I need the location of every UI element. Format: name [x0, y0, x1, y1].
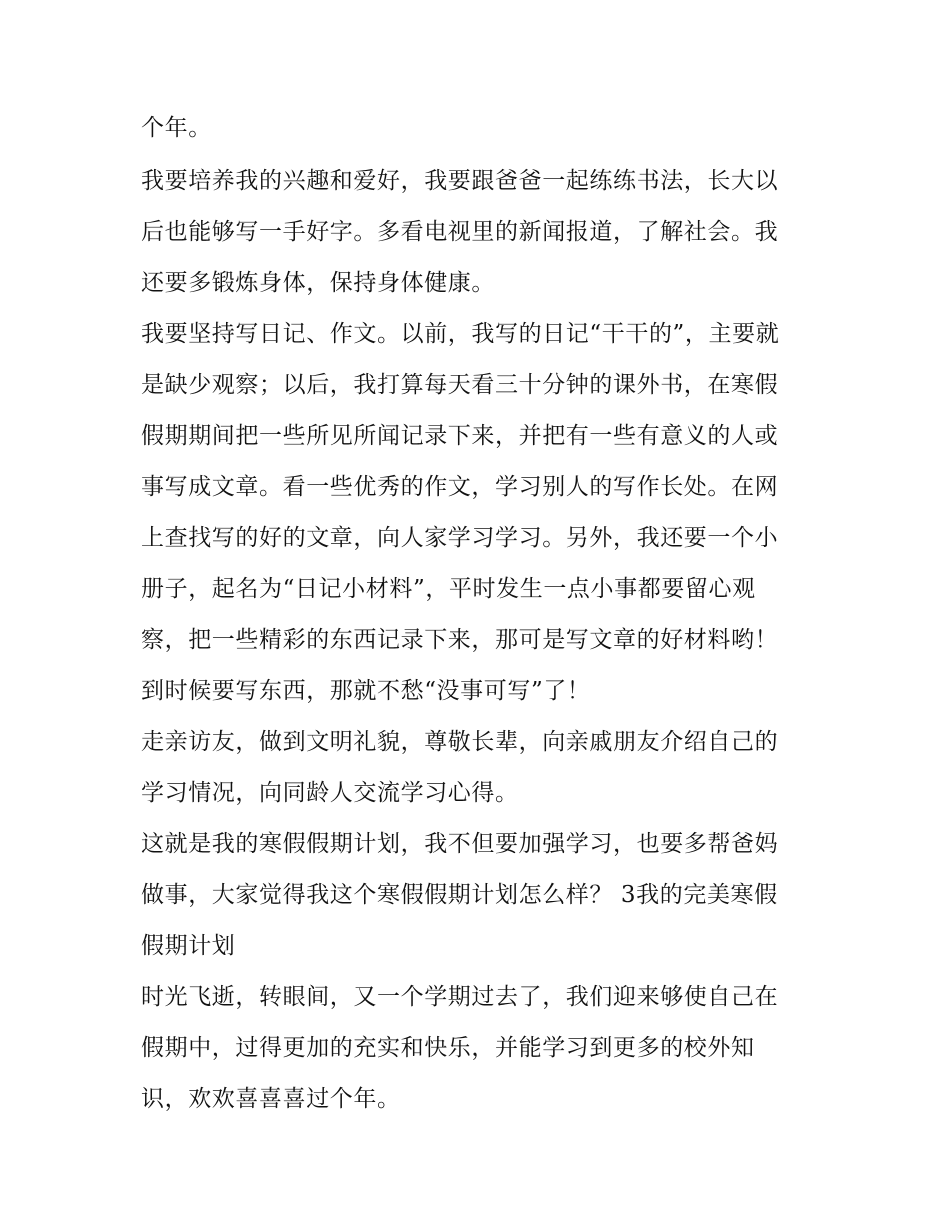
text-line: 识，欢欢喜喜喜过个年。 [141, 1086, 401, 1112]
text-line: 察，把一些精彩的东西记录下来，那可是写文章的好材料哟！ [141, 627, 779, 653]
text-line: 学习情况，向同龄人交流学习心得。 [141, 780, 519, 806]
text-line: 个年。 [141, 115, 212, 141]
text-line: 假期中，过得更加的充实和快乐，并能学习到更多的校外知 [141, 1035, 755, 1061]
text-line: 我要培养我的兴趣和爱好，我要跟爸爸一起练练书法，长大以 [141, 168, 779, 194]
text-line: 事写成文章。看一些优秀的作文，学习别人的写作长处。在网 [141, 474, 779, 500]
text-line: 册子，起名为“日记小材料”，平时发生一点小事都要留心观 [141, 576, 756, 602]
text-line: 是缺少观察；以后，我打算每天看三十分钟的课外书，在寒假 [141, 372, 779, 398]
text-line: 这就是我的寒假假期计划，我不但要加强学习，也要多帮爸妈 [141, 831, 779, 857]
text-line: 假期计划 [141, 933, 236, 959]
text-line: 还要多锻炼身体，保持身体健康。 [141, 270, 495, 296]
text-line: 走亲访友，做到文明礼貌，尊敬长辈，向亲戚朋友介绍自己的 [141, 729, 779, 755]
text-line: 做事，大家觉得我这个寒假假期计划怎么样？ 3我的完美寒假 [141, 882, 778, 908]
text-line: 假期期间把一些所见所闻记录下来，并把有一些有意义的人或 [141, 423, 779, 449]
text-line: 时光飞逝，转眼间，又一个学期过去了，我们迎来够使自己在 [141, 984, 779, 1010]
text-line: 后也能够写一手好字。多看电视里的新闻报道，了解社会。我 [141, 219, 779, 245]
text-line: 上查找写的好的文章，向人家学习学习。另外，我还要一个小 [141, 525, 779, 551]
text-line: 到时候要写东西，那就不愁“没事可写”了！ [141, 678, 591, 704]
text-line: 我要坚持写日记、作文。以前，我写的日记“干干的”，主要就 [141, 321, 780, 347]
